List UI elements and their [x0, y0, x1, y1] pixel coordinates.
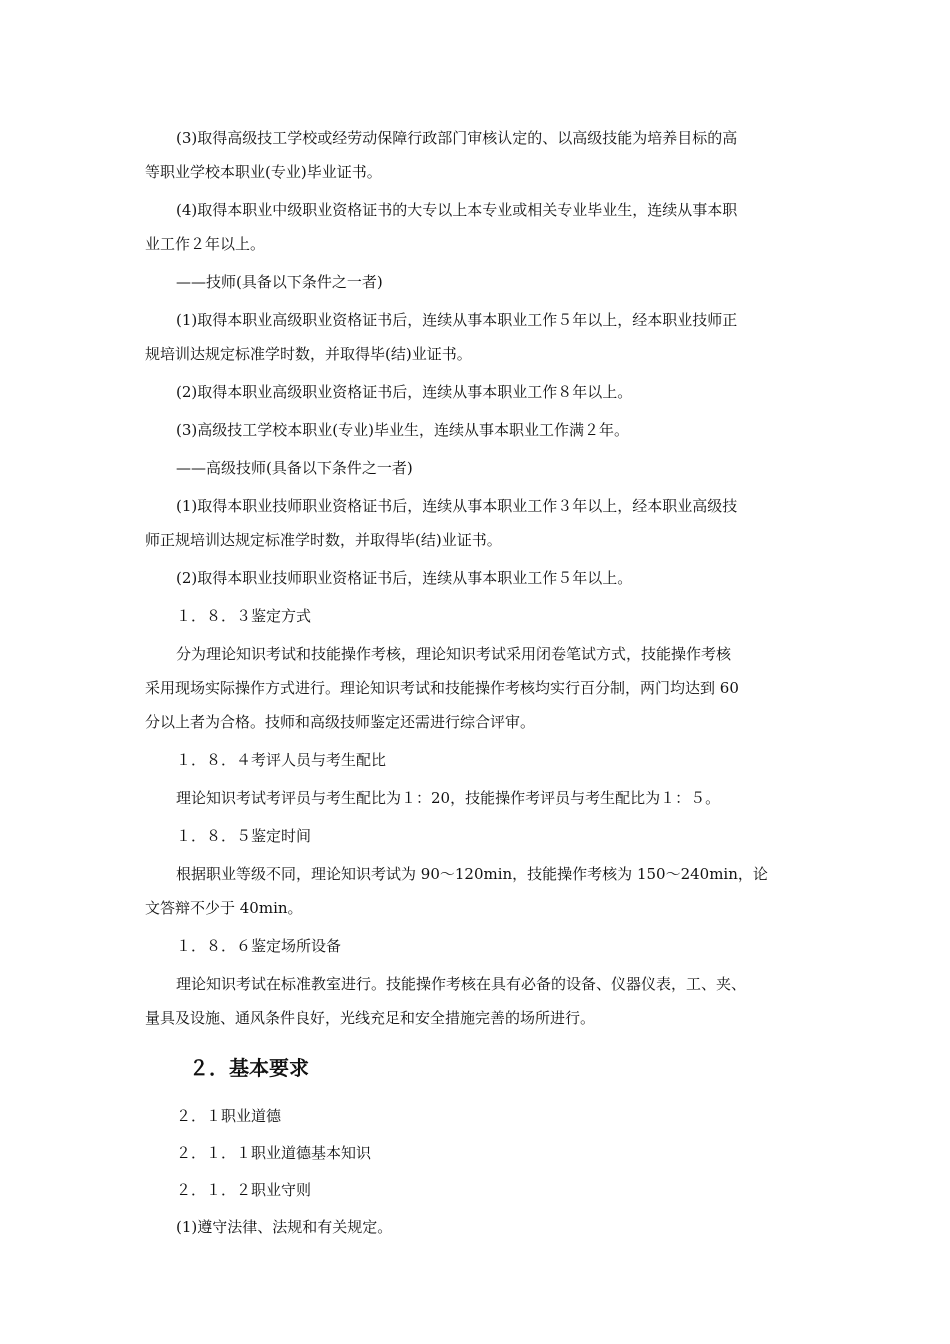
document-body — [145, 126, 825, 1252]
text-line: 量具及设施、通风条件良好，光线充足和安全措施完善的场所进行。 — [145, 1009, 596, 1027]
text-line: (2)取得本职业技师职业资格证书后，连续从事本职业工作５年以上。 — [176, 569, 633, 587]
subsection-title: ２．１．２职业守则 — [176, 1181, 312, 1199]
text-line: 文答辩不少于 40min。 — [145, 899, 303, 917]
text-line: (4)取得本职业中级职业资格证书的大专以上本专业或相关专业毕业生，连续从事本职 — [176, 201, 738, 219]
subsection-title: １．８．３鉴定方式 — [176, 607, 312, 625]
text-line: 业工作２年以上。 — [145, 235, 266, 253]
text-line: (2)取得本职业高级职业资格证书后，连续从事本职业工作８年以上。 — [176, 383, 633, 401]
text-line: 规培训达规定标准学时数，并取得毕(结)业证书。 — [145, 345, 472, 363]
text-line: (1)取得本职业高级职业资格证书后，连续从事本职业工作５年以上，经本职业技师正 — [176, 311, 738, 329]
text-line: (3)取得高级技工学校或经劳动保障行政部门审核认定的、以高级技能为培养目标的高 — [176, 129, 738, 147]
section-label: ——技师(具备以下条件之一者) — [176, 273, 383, 291]
subsection-title: ２．１．１职业道德基本知识 — [176, 1144, 372, 1162]
text-line: 分以上者为合格。技师和高级技师鉴定还需进行综合评审。 — [145, 713, 536, 731]
subsection-title: １．８．４考评人员与考生配比 — [176, 751, 387, 769]
section-label: ——高级技师(具备以下条件之一者) — [176, 459, 413, 477]
text-line: 根据职业等级不同，理论知识考试为 90～120min，技能操作考核为 150～240min，论 — [176, 865, 768, 883]
subsection-title: １．８．６鉴定场所设备 — [176, 937, 342, 955]
text-line: (1)取得本职业技师职业资格证书后，连续从事本职业工作３年以上，经本职业高级技 — [176, 497, 738, 515]
text-line: (3)高级技工学校本职业(专业)毕业生，连续从事本职业工作满２年。 — [176, 421, 629, 439]
section-heading: ２．基本要求 — [189, 1056, 309, 1080]
subsection-title: １．８．５鉴定时间 — [176, 827, 312, 845]
text-line: (1)遵守法律、法规和有关规定。 — [176, 1218, 393, 1236]
text-line: 理论知识考试考评员与考生配比为１：20，技能操作考评员与考生配比为１：５。 — [176, 789, 721, 807]
text-line: 分为理论知识考试和技能操作考核，理论知识考试采用闭卷笔试方式，技能操作考核 — [176, 645, 732, 663]
text-line: 理论知识考试在标准教室进行。技能操作考核在具有必备的设备、仪器仪表，工、夹、 — [176, 975, 747, 993]
text-line: 等职业学校本职业(专业)毕业证书。 — [145, 163, 382, 181]
subsection-title: ２．１职业道德 — [176, 1107, 282, 1125]
text-line: 采用现场实际操作方式进行。理论知识考试和技能操作考核均实行百分制，两门均达到 60 — [145, 679, 739, 697]
text-line: 师正规培训达规定标准学时数，并取得毕(结)业证书。 — [145, 531, 502, 549]
